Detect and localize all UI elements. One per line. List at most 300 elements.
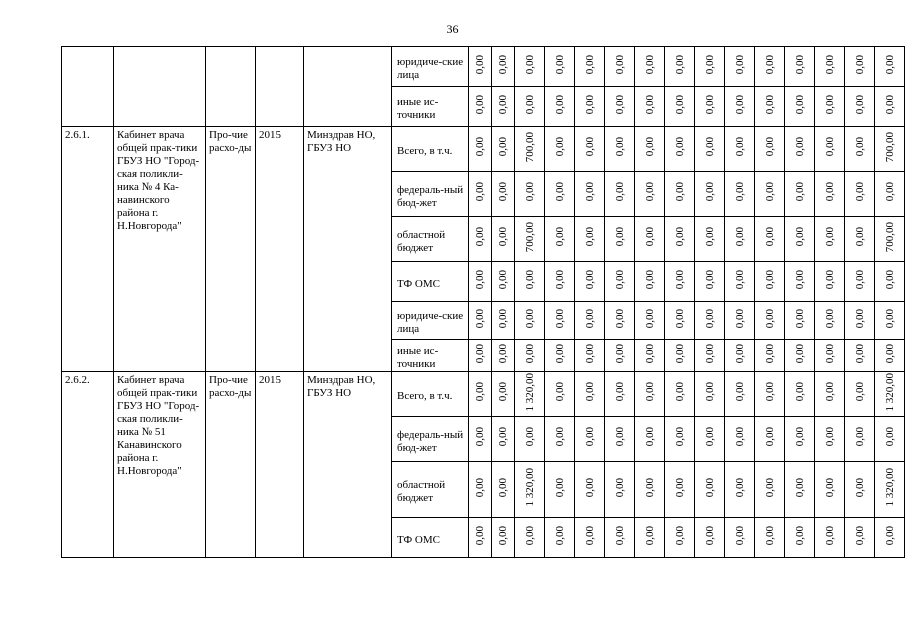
value-text: 0,00 [793, 269, 806, 290]
value-cell [575, 47, 605, 87]
funding-source-cell: областной бюджет [392, 462, 469, 518]
empty-cell-num [62, 47, 114, 127]
value-text: 0,00 [793, 94, 806, 115]
value-cell [605, 172, 635, 217]
value-cell [875, 340, 905, 372]
value-cell [515, 262, 545, 302]
value-text: 0,00 [703, 137, 716, 157]
value-cell [725, 518, 755, 558]
value-text: 0,00 [673, 94, 686, 115]
value-text: 0,00 [793, 137, 806, 157]
value-text: 0,00 [703, 382, 716, 402]
value-text: 0,00 [763, 427, 776, 447]
funding-source-cell: ТФ ОМС [392, 262, 469, 302]
value-text: 0,00 [613, 227, 626, 247]
value-cell [469, 217, 492, 262]
value-cell [875, 462, 905, 518]
value-cell [665, 462, 695, 518]
value-cell [635, 372, 665, 417]
value-text: 0,00 [853, 94, 866, 115]
value-cell [515, 417, 545, 462]
value-text: 0,00 [763, 137, 776, 157]
value-text: 0,00 [883, 182, 896, 202]
table-row [62, 127, 905, 172]
value-text: 0,00 [823, 525, 836, 546]
value-cell [785, 372, 815, 417]
value-text: 0,00 [523, 182, 536, 202]
value-cell [815, 518, 845, 558]
value-cell [785, 127, 815, 172]
value-cell [845, 417, 875, 462]
budget-table [61, 46, 905, 558]
value-cell [469, 262, 492, 302]
funding-source-cell: иные ис-точники [392, 340, 469, 372]
value-text: 0,00 [613, 343, 626, 364]
value-text: 0,00 [883, 427, 896, 447]
value-cell [725, 172, 755, 217]
value-text: 0,00 [673, 54, 686, 75]
value-text: 0,00 [823, 182, 836, 202]
value-cell [492, 372, 515, 417]
value-cell [492, 262, 515, 302]
value-text: 0,00 [763, 343, 776, 364]
value-text: 0,00 [613, 427, 626, 447]
value-text: 0,00 [523, 427, 536, 447]
empty-cell-year [256, 47, 304, 127]
value-cell [635, 302, 665, 340]
value-text: 0,00 [553, 94, 566, 115]
value-text: 0,00 [793, 477, 806, 498]
value-cell [545, 127, 575, 172]
value-cell [635, 340, 665, 372]
value-text: 0,00 [763, 94, 776, 115]
value-cell [875, 262, 905, 302]
value-cell [575, 462, 605, 518]
value-cell [755, 372, 785, 417]
value-cell [785, 87, 815, 127]
value-text: 1 320,00 [523, 468, 536, 507]
value-cell [695, 372, 725, 417]
funding-source-cell: ТФ ОМС [392, 518, 469, 558]
empty-cell-name [114, 47, 206, 127]
value-text: 0,00 [703, 343, 716, 364]
value-text: 0,00 [643, 308, 656, 329]
value-cell [785, 217, 815, 262]
value-cell [665, 87, 695, 127]
item-num-cell: 2.6.1. [62, 127, 114, 372]
value-cell [755, 47, 785, 87]
value-cell [785, 518, 815, 558]
value-text: 0,00 [673, 382, 686, 402]
value-text: 0,00 [703, 477, 716, 498]
value-cell [755, 340, 785, 372]
value-cell [515, 372, 545, 417]
value-text: 0,00 [553, 182, 566, 202]
value-text: 0,00 [823, 308, 836, 329]
value-cell [605, 462, 635, 518]
value-cell [575, 127, 605, 172]
value-cell [695, 47, 725, 87]
value-text: 0,00 [883, 54, 896, 75]
value-text: 0,00 [673, 525, 686, 546]
value-text: 0,00 [474, 137, 486, 157]
value-text: 0,00 [583, 137, 596, 157]
value-cell [515, 518, 545, 558]
value-cell [665, 417, 695, 462]
value-cell [725, 127, 755, 172]
value-cell [545, 47, 575, 87]
value-text: 0,00 [733, 308, 746, 329]
value-cell [815, 47, 845, 87]
value-text: 0,00 [853, 182, 866, 202]
value-cell [492, 172, 515, 217]
value-text: 0,00 [703, 94, 716, 115]
value-cell [695, 302, 725, 340]
value-cell [875, 127, 905, 172]
value-text: 0,00 [823, 427, 836, 447]
value-text: 0,00 [853, 308, 866, 329]
funding-source-cell: юридиче-ские лица [392, 302, 469, 340]
value-cell [665, 217, 695, 262]
value-text: 0,00 [497, 54, 509, 75]
value-cell [665, 262, 695, 302]
value-text: 0,00 [823, 54, 836, 75]
value-cell [845, 262, 875, 302]
value-cell [725, 302, 755, 340]
value-text: 0,00 [793, 427, 806, 447]
value-text: 0,00 [823, 227, 836, 247]
value-text: 0,00 [853, 477, 866, 498]
value-cell [515, 462, 545, 518]
value-cell [469, 302, 492, 340]
value-text: 700,00 [883, 131, 896, 163]
value-text: 0,00 [497, 525, 509, 546]
value-cell [695, 262, 725, 302]
value-cell [469, 340, 492, 372]
value-text: 0,00 [643, 182, 656, 202]
funding-source-cell: Всего, в т.ч. [392, 127, 469, 172]
value-text: 0,00 [553, 427, 566, 447]
value-text: 0,00 [853, 382, 866, 402]
value-text: 0,00 [763, 269, 776, 290]
value-cell [492, 217, 515, 262]
funding-source-cell: федераль-ный бюд-жет [392, 172, 469, 217]
value-text: 1 320,00 [883, 468, 896, 507]
value-text: 0,00 [673, 477, 686, 498]
value-cell [815, 417, 845, 462]
value-text: 0,00 [703, 269, 716, 290]
value-cell [815, 262, 845, 302]
value-text: 0,00 [643, 137, 656, 157]
value-cell [469, 47, 492, 87]
value-text: 0,00 [613, 54, 626, 75]
value-cell [815, 302, 845, 340]
value-cell [845, 127, 875, 172]
value-text: 0,00 [673, 308, 686, 329]
funding-source-cell: юридиче-ские лица [392, 47, 469, 87]
value-cell [635, 127, 665, 172]
value-cell [815, 127, 845, 172]
value-text: 0,00 [643, 343, 656, 364]
value-cell [575, 417, 605, 462]
value-cell [815, 217, 845, 262]
value-cell [695, 462, 725, 518]
value-text: 700,00 [523, 221, 536, 253]
value-text: 0,00 [733, 227, 746, 247]
funding-source-cell: федераль-ный бюд-жет [392, 417, 469, 462]
value-text: 0,00 [497, 94, 509, 115]
value-cell [815, 340, 845, 372]
value-cell [755, 302, 785, 340]
value-text: 0,00 [703, 308, 716, 329]
value-text: 0,00 [583, 477, 596, 498]
value-text: 0,00 [823, 94, 836, 115]
value-text: 0,00 [497, 427, 509, 447]
value-cell [875, 47, 905, 87]
value-cell [575, 302, 605, 340]
value-cell [665, 172, 695, 217]
value-cell [575, 87, 605, 127]
value-text: 0,00 [553, 54, 566, 75]
value-text: 0,00 [763, 382, 776, 402]
funding-source-cell: иные ис-точники [392, 87, 469, 127]
value-text: 0,00 [474, 477, 486, 498]
value-cell [545, 262, 575, 302]
item-type-cell: Про-чие расхо-ды [206, 372, 256, 558]
value-text: 0,00 [523, 269, 536, 290]
value-cell [605, 47, 635, 87]
value-cell [695, 172, 725, 217]
value-cell [665, 518, 695, 558]
value-cell [785, 417, 815, 462]
value-cell [575, 518, 605, 558]
value-text: 0,00 [474, 525, 486, 546]
value-text: 0,00 [793, 343, 806, 364]
value-text: 0,00 [793, 525, 806, 546]
value-cell [815, 462, 845, 518]
value-text: 0,00 [474, 94, 486, 115]
value-text: 0,00 [703, 182, 716, 202]
value-text: 0,00 [733, 343, 746, 364]
value-cell [875, 518, 905, 558]
value-text: 0,00 [763, 182, 776, 202]
value-text: 0,00 [553, 477, 566, 498]
value-cell [665, 127, 695, 172]
empty-cell-type [206, 47, 256, 127]
value-text: 0,00 [553, 308, 566, 329]
value-cell [635, 87, 665, 127]
value-text: 0,00 [583, 227, 596, 247]
value-text: 0,00 [733, 137, 746, 157]
item-type-cell: Про-чие расхо-ды [206, 127, 256, 372]
value-text: 0,00 [733, 477, 746, 498]
value-text: 0,00 [763, 54, 776, 75]
value-cell [545, 417, 575, 462]
value-text: 0,00 [733, 182, 746, 202]
value-text: 0,00 [793, 308, 806, 329]
item-year-cell: 2015 [256, 372, 304, 558]
value-text: 0,00 [613, 182, 626, 202]
value-text: 0,00 [497, 382, 509, 402]
value-text: 0,00 [733, 427, 746, 447]
value-cell [515, 340, 545, 372]
value-cell [545, 217, 575, 262]
value-text: 0,00 [673, 182, 686, 202]
value-text: 0,00 [703, 525, 716, 546]
item-num-cell: 2.6.2. [62, 372, 114, 558]
value-cell [515, 87, 545, 127]
value-cell [875, 87, 905, 127]
value-text: 0,00 [793, 382, 806, 402]
value-cell [845, 217, 875, 262]
value-text: 0,00 [583, 525, 596, 546]
value-cell [755, 217, 785, 262]
funding-source-cell: Всего, в т.ч. [392, 372, 469, 417]
value-cell [845, 340, 875, 372]
value-text: 0,00 [733, 94, 746, 115]
value-cell [845, 47, 875, 87]
value-cell [605, 127, 635, 172]
value-text: 0,00 [583, 54, 596, 75]
value-text: 0,00 [853, 54, 866, 75]
value-cell [469, 87, 492, 127]
value-cell [575, 172, 605, 217]
value-cell [725, 340, 755, 372]
value-text: 0,00 [613, 477, 626, 498]
value-text: 0,00 [643, 269, 656, 290]
value-cell [845, 518, 875, 558]
item-name-cell: Кабинет врача общей прак-тики ГБУЗ НО "Город-ская поликли-ника № 4 Ка-навинского района г. Н.Новгорода" [114, 127, 206, 372]
value-text: 0,00 [763, 227, 776, 247]
value-cell [575, 372, 605, 417]
value-cell [605, 87, 635, 127]
value-cell [725, 217, 755, 262]
value-cell [492, 127, 515, 172]
value-cell [875, 417, 905, 462]
value-text: 0,00 [853, 227, 866, 247]
value-text: 0,00 [853, 525, 866, 546]
value-text: 0,00 [583, 427, 596, 447]
value-text: 1 320,00 [523, 372, 536, 412]
value-text: 0,00 [883, 94, 896, 115]
value-cell [785, 462, 815, 518]
value-cell [875, 372, 905, 417]
value-cell [515, 127, 545, 172]
value-cell [845, 172, 875, 217]
value-cell [469, 462, 492, 518]
value-cell [725, 417, 755, 462]
value-text: 0,00 [523, 94, 536, 115]
value-cell [785, 47, 815, 87]
value-text: 0,00 [474, 54, 486, 75]
value-cell [815, 87, 845, 127]
value-cell [605, 417, 635, 462]
value-text: 0,00 [823, 137, 836, 157]
value-cell [635, 262, 665, 302]
value-cell [755, 262, 785, 302]
value-cell [725, 47, 755, 87]
value-text: 0,00 [583, 308, 596, 329]
value-text: 0,00 [823, 269, 836, 290]
value-text: 0,00 [673, 269, 686, 290]
value-cell [875, 302, 905, 340]
value-cell [785, 172, 815, 217]
value-text: 0,00 [583, 94, 596, 115]
value-cell [469, 127, 492, 172]
value-cell [665, 340, 695, 372]
value-text: 0,00 [613, 382, 626, 402]
value-cell [875, 172, 905, 217]
value-text: 1 320,00 [883, 372, 896, 412]
value-cell [815, 172, 845, 217]
value-cell [755, 518, 785, 558]
value-text: 0,00 [703, 54, 716, 75]
value-cell [695, 127, 725, 172]
value-text: 0,00 [793, 54, 806, 75]
empty-cell-org [304, 47, 392, 127]
value-cell [545, 340, 575, 372]
value-text: 0,00 [474, 308, 486, 329]
value-text: 0,00 [497, 343, 509, 364]
value-text: 0,00 [853, 427, 866, 447]
value-text: 0,00 [583, 382, 596, 402]
value-cell [695, 87, 725, 127]
value-text: 0,00 [583, 182, 596, 202]
value-cell [635, 518, 665, 558]
value-cell [469, 372, 492, 417]
item-org-cell: Минздрав НО, ГБУЗ НО [304, 127, 392, 372]
value-text: 0,00 [883, 343, 896, 364]
value-text: 0,00 [583, 343, 596, 364]
value-text: 0,00 [703, 227, 716, 247]
value-text: 0,00 [673, 137, 686, 157]
value-cell [845, 462, 875, 518]
value-text: 0,00 [497, 308, 509, 329]
value-text: 0,00 [733, 525, 746, 546]
value-text: 0,00 [583, 269, 596, 290]
value-text: 0,00 [613, 308, 626, 329]
value-text: 0,00 [853, 343, 866, 364]
value-cell [469, 417, 492, 462]
value-cell [635, 217, 665, 262]
value-cell [755, 87, 785, 127]
value-cell [515, 47, 545, 87]
value-cell [755, 417, 785, 462]
value-text: 0,00 [853, 137, 866, 157]
value-text: 0,00 [853, 269, 866, 290]
value-text: 0,00 [643, 427, 656, 447]
value-text: 0,00 [553, 382, 566, 402]
value-cell [695, 518, 725, 558]
item-year-cell: 2015 [256, 127, 304, 372]
value-cell [755, 172, 785, 217]
value-text: 0,00 [733, 54, 746, 75]
value-text: 0,00 [497, 227, 509, 247]
value-text: 0,00 [643, 94, 656, 115]
value-cell [575, 262, 605, 302]
value-cell [605, 518, 635, 558]
value-text: 0,00 [523, 308, 536, 329]
value-cell [695, 417, 725, 462]
value-cell [875, 217, 905, 262]
value-text: 0,00 [497, 269, 509, 290]
value-cell [605, 340, 635, 372]
value-text: 0,00 [673, 427, 686, 447]
value-text: 0,00 [823, 343, 836, 364]
value-cell [545, 172, 575, 217]
value-cell [815, 372, 845, 417]
value-cell [492, 417, 515, 462]
